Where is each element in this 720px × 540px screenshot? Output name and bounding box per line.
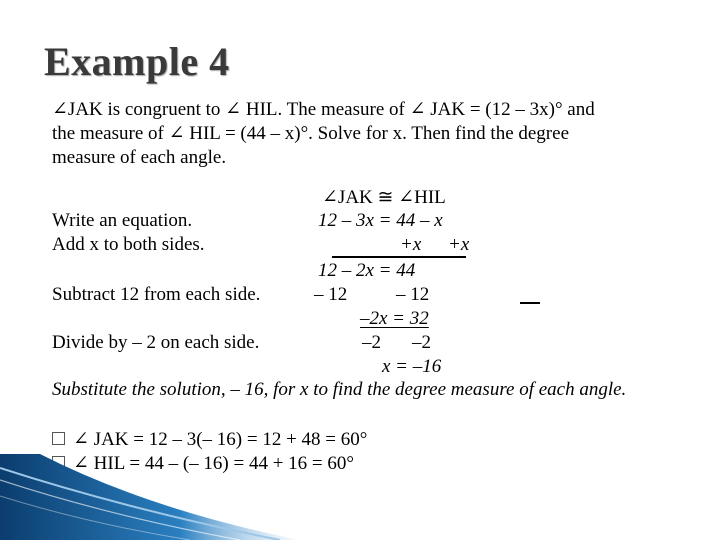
equation-3: –2x = 32 <box>360 308 429 329</box>
problem-statement <box>52 98 672 170</box>
congruence-statement: ∠JAK ≅ ∠HIL <box>322 187 446 208</box>
equation-2: 12 – 2x = 44 <box>318 260 416 281</box>
problem-line-1: ∠JAK is congruent to ∠ HIL. The measure of ∠ JAK = (12 – 3x)° and <box>52 99 595 120</box>
divide-left: –2 <box>362 332 381 353</box>
step-add-x: Add x to both sides. <box>52 234 205 255</box>
problem-line-3: measure of each angle. <box>52 147 227 168</box>
add-x-left: +x <box>400 234 422 255</box>
slide-title: Example 4 <box>44 39 230 84</box>
answer-jak-text: ∠ JAK = 12 – 3(– 16) = 12 + 48 = 60° <box>73 429 368 450</box>
add-rule <box>332 256 466 258</box>
problem-line-2: the measure of ∠ HIL = (44 – x)°. Solve for x. Then find the degree <box>52 123 569 144</box>
subtract-right: – 12 <box>396 284 430 305</box>
equation-1: 12 – 3x = 44 – x <box>318 210 443 231</box>
step-subtract-12: Subtract 12 from each side. <box>52 284 261 305</box>
answer-hil-text: ∠ HIL = 44 – (– 16) = 44 + 16 = 60° <box>73 453 354 474</box>
decorative-swoosh-icon <box>0 450 300 540</box>
bullet-box-icon <box>52 432 65 445</box>
step-write-equation: Write an equation. <box>52 210 193 231</box>
substitute-instruction: Substitute the solution, – 16, for x to find the degree measure of each angle. <box>52 379 627 400</box>
add-x-right: +x <box>448 234 470 255</box>
subtract-left: – 12 <box>314 284 348 305</box>
step-divide: Divide by – 2 on each side. <box>52 332 260 353</box>
answer-jak <box>52 428 367 451</box>
divide-right: –2 <box>412 332 431 353</box>
stray-rule <box>520 302 540 304</box>
solution: x = –16 <box>382 356 442 377</box>
